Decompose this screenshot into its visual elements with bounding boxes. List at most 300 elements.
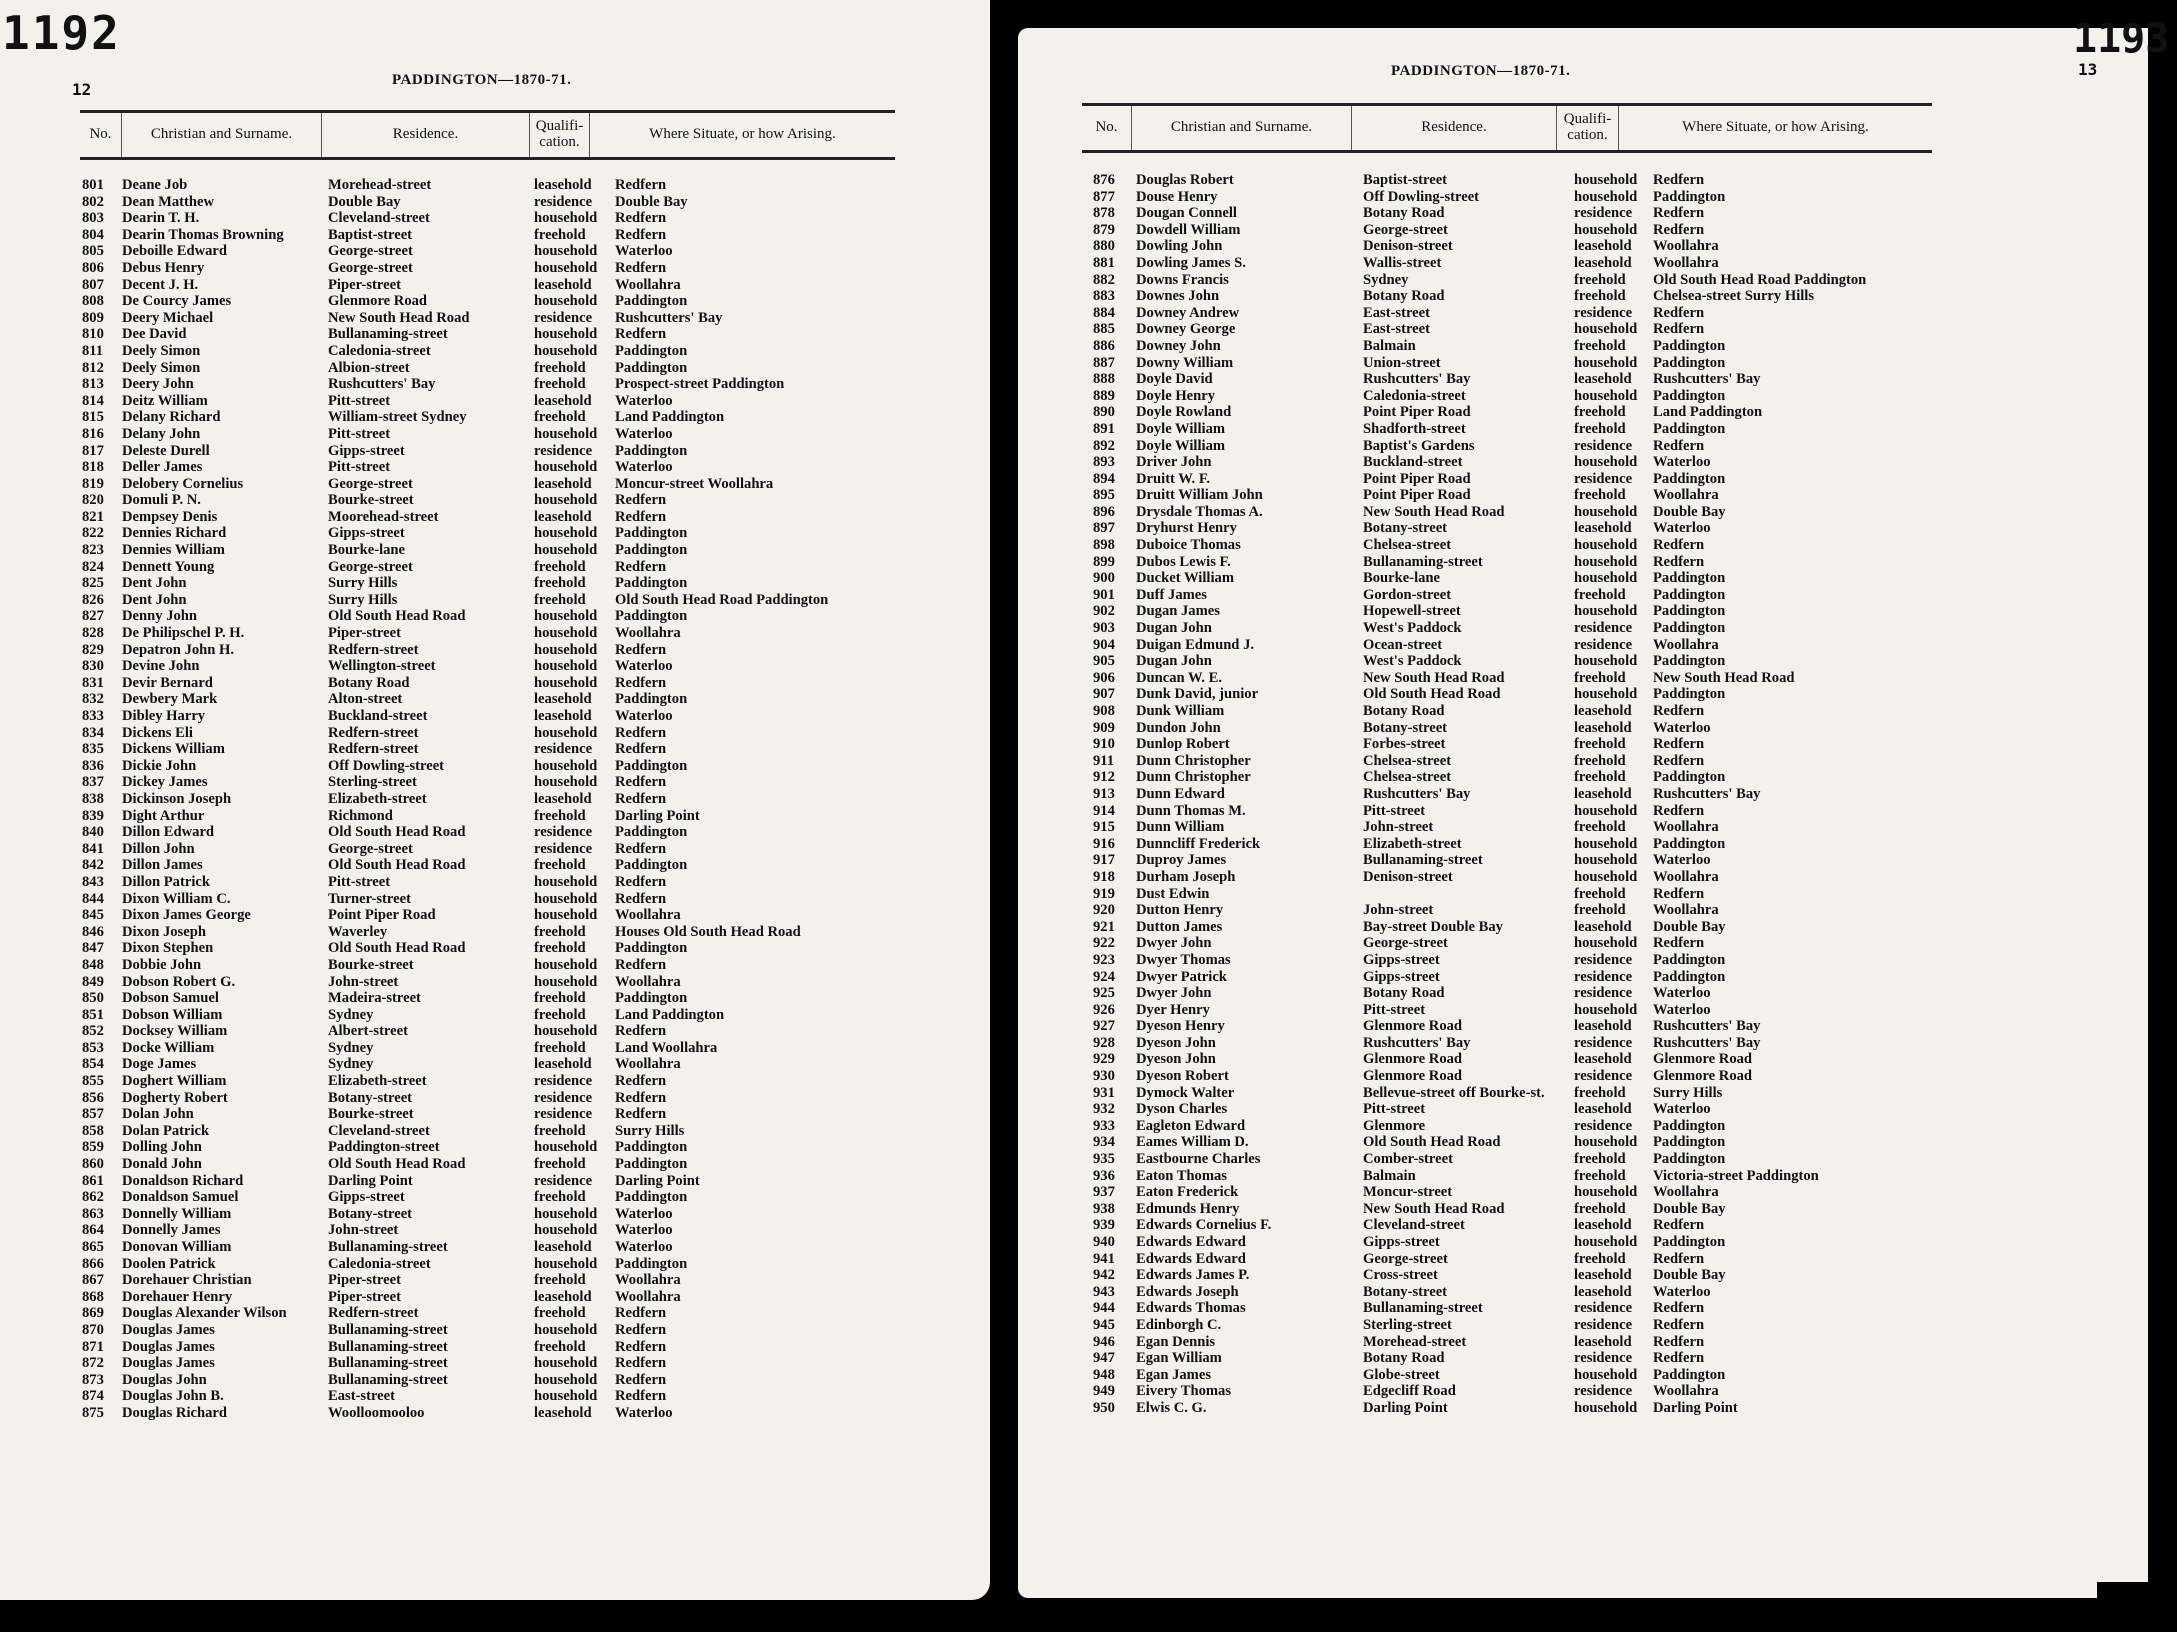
entry-where: Houses Old South Head Road xyxy=(615,923,801,940)
entry-where: Paddington xyxy=(1653,337,1726,354)
entry-qualification: residence xyxy=(534,824,593,841)
entry-residence: Off Dowling-street xyxy=(1363,188,1480,205)
entry-qualification: household xyxy=(534,641,598,658)
entry-name: Dyeson Henry xyxy=(1136,1018,1225,1035)
entry-where: Woollahra xyxy=(1653,254,1719,271)
entry-where: Redfern xyxy=(1653,885,1705,902)
entry-residence: Moncur-street xyxy=(1363,1184,1453,1201)
entry-residence: Pitt-street xyxy=(328,459,391,476)
entry-where: Redfern xyxy=(1653,172,1705,188)
entry-qualification: household xyxy=(1574,802,1638,819)
entry-name: Dixon William C. xyxy=(122,890,231,907)
entry-number: 816 xyxy=(82,425,104,442)
entry-where: Woollahra xyxy=(615,1056,681,1073)
entry-qualification: leasehold xyxy=(534,475,592,492)
entry-name: Donaldson Samuel xyxy=(122,1189,239,1206)
entry-qualification: leasehold xyxy=(1574,1333,1632,1350)
entry-name: Dunn William xyxy=(1136,819,1225,836)
entry-where: Redfern xyxy=(615,1371,667,1388)
entry-residence: Sydney xyxy=(328,1006,374,1023)
entry-number: 841 xyxy=(82,840,104,857)
entry-where: Paddington xyxy=(615,359,688,376)
entry-name: Doyle Henry xyxy=(1136,387,1216,404)
entry-residence: Bellevue-street off Bourke-st. xyxy=(1363,1084,1545,1101)
entry-qualification: freehold xyxy=(534,575,586,592)
entry-number: 867 xyxy=(82,1272,104,1289)
entry-qualification: freehold xyxy=(1574,404,1626,421)
entry-number: 928 xyxy=(1093,1034,1115,1051)
entry-qualification: residence xyxy=(1574,1068,1633,1085)
entry-qualification: household xyxy=(534,425,598,442)
entry-residence: Sydney xyxy=(1363,271,1409,288)
entry-number: 881 xyxy=(1093,254,1115,271)
entry-number: 895 xyxy=(1093,487,1115,504)
entry-number: 839 xyxy=(82,807,104,824)
entry-where: Redfern xyxy=(1653,935,1705,952)
entry-name: Doyle William xyxy=(1136,420,1226,437)
entry-residence: Piper-street xyxy=(328,276,401,293)
entry-qualification: residence xyxy=(534,741,593,758)
entry-residence: Old South Head Road xyxy=(328,857,466,874)
entry-qualification: household xyxy=(534,658,598,675)
entry-residence: Sydney xyxy=(328,1039,374,1056)
entry-name: Druitt W. F. xyxy=(1136,470,1211,487)
entry-name: De Courcy James xyxy=(122,293,232,310)
entry-where: Paddington xyxy=(1653,470,1726,487)
entry-name: Edinborgh C. xyxy=(1136,1316,1222,1333)
entry-name: Edwards James P. xyxy=(1136,1267,1250,1284)
entry-qualification: freehold xyxy=(1574,902,1626,919)
entry-number: 851 xyxy=(82,1006,104,1023)
entry-where: Old South Head Road Paddington xyxy=(1653,271,1867,288)
header-no: No. xyxy=(1082,106,1132,150)
entry-number: 885 xyxy=(1093,321,1115,338)
entry-qualification: household xyxy=(534,492,598,509)
entry-name: Dugan John xyxy=(1136,620,1212,637)
entry-residence: West's Paddock xyxy=(1363,653,1462,670)
entry-number: 856 xyxy=(82,1089,104,1106)
entry-qualification: household xyxy=(1574,1134,1638,1151)
entry-where: Redfern xyxy=(615,790,667,807)
entry-residence: Redfern-street xyxy=(328,641,419,658)
entry-name: Dillon James xyxy=(122,857,203,874)
entry-where: Waterloo xyxy=(1653,985,1711,1002)
entry-where: Paddington xyxy=(1653,354,1726,371)
entry-residence: Caledonia-street xyxy=(328,342,431,359)
entry-number: 850 xyxy=(82,990,104,1007)
entry-name: Duboice Thomas xyxy=(1136,537,1241,554)
entry-number: 848 xyxy=(82,956,104,973)
entry-residence: Bullanaming-street xyxy=(328,1321,448,1338)
entry-qualification: leasehold xyxy=(1574,703,1632,719)
entry-where: Paddington xyxy=(615,857,688,874)
entry-name: Dwyer Patrick xyxy=(1136,968,1227,985)
entry-residence: Piper-street xyxy=(328,1272,401,1289)
entry-name: Delany John xyxy=(122,425,201,442)
entry-where: Waterloo xyxy=(615,1205,673,1222)
entry-where: Paddington xyxy=(615,1255,688,1272)
entry-name: Dixon James George xyxy=(122,907,251,924)
entry-where: Waterloo xyxy=(615,1222,673,1239)
entry-qualification: household xyxy=(1574,221,1638,238)
entry-residence: Bourke-street xyxy=(328,492,414,509)
header-residence: Residence. xyxy=(1352,106,1557,150)
entry-name: Eagleton Edward xyxy=(1136,1117,1246,1134)
entry-where: Waterloo xyxy=(1653,454,1711,471)
entry-name: Dowling James S. xyxy=(1136,254,1246,271)
entry-qualification: household xyxy=(534,674,598,691)
entry-name: Dunncliff Frederick xyxy=(1136,835,1261,852)
entry-name: Dwyer John xyxy=(1136,985,1212,1002)
page-number: 12 xyxy=(72,80,92,99)
entry-residence: Albert-street xyxy=(328,1023,408,1040)
entry-residence: Double Bay xyxy=(328,193,401,210)
entry-residence: Elizabeth-street xyxy=(328,1073,427,1090)
entry-name: Douglas James xyxy=(122,1338,215,1355)
entry-name: Devir Bernard xyxy=(122,674,213,691)
entry-where: Woollahra xyxy=(1653,487,1719,504)
entry-name: Dewbery Mark xyxy=(122,691,218,708)
entry-residence: Redfern-street xyxy=(328,741,419,758)
entry-number: 945 xyxy=(1093,1316,1115,1333)
entry-where: Woollahra xyxy=(1653,1184,1719,1201)
entry-number: 822 xyxy=(82,525,104,542)
entry-number: 946 xyxy=(1093,1333,1115,1350)
entry-residence: Denison-street xyxy=(1363,868,1453,885)
entry-number: 944 xyxy=(1093,1300,1115,1317)
entry-number: 807 xyxy=(82,276,104,293)
entry-residence: Paddington-street xyxy=(328,1139,440,1156)
entry-name: Dearin Thomas Browning xyxy=(122,226,284,243)
entry-qualification: leasehold xyxy=(534,508,592,525)
entry-residence: Redfern-street xyxy=(328,724,419,741)
entry-name: Dobbie John xyxy=(122,956,202,973)
entry-number: 950 xyxy=(1093,1399,1115,1416)
entry-where: Redfern xyxy=(615,177,667,193)
entry-number: 914 xyxy=(1093,802,1115,819)
entry-number: 864 xyxy=(82,1222,104,1239)
entry-name: Edwards Edward xyxy=(1136,1234,1246,1250)
entry-qualification: freehold xyxy=(1574,819,1626,836)
entry-name: Dight Arthur xyxy=(122,807,205,824)
entry-qualification: household xyxy=(534,625,598,642)
entry-name: Dobson Samuel xyxy=(122,990,219,1007)
entry-where: Paddington xyxy=(1653,1234,1726,1250)
entry-qualification: household xyxy=(534,210,598,227)
entry-name: Dunn Thomas M. xyxy=(1136,802,1246,819)
entry-qualification: residence xyxy=(534,1106,593,1123)
entry-name: Edmunds Henry xyxy=(1136,1200,1240,1217)
entry-where: Redfern xyxy=(1653,437,1705,454)
entry-residence: Wallis-street xyxy=(1363,254,1442,271)
entry-name: Docke William xyxy=(122,1039,215,1056)
header-name: Christian and Surname. xyxy=(122,113,322,157)
entry-residence: Bullanaming-street xyxy=(1363,852,1483,869)
entry-qualification: residence xyxy=(1574,985,1633,1002)
entry-residence: Union-street xyxy=(1363,354,1441,371)
entry-name: Dickens William xyxy=(122,741,225,758)
entry-name: Downes John xyxy=(1136,288,1220,305)
entry-qualification: freehold xyxy=(1574,1151,1626,1168)
entry-number: 948 xyxy=(1093,1366,1115,1383)
entry-where: Redfern xyxy=(615,873,667,890)
entry-name: Donaldson Richard xyxy=(122,1172,244,1189)
entry-residence: West's Paddock xyxy=(1363,620,1462,637)
entry-number: 821 xyxy=(82,508,104,525)
entry-residence: Gordon-street xyxy=(1363,586,1452,603)
entry-name: Dempsey Denis xyxy=(122,508,218,525)
entry-name: Egan Dennis xyxy=(1136,1333,1216,1350)
entry-number: 880 xyxy=(1093,238,1115,255)
entry-residence: Botany-street xyxy=(1363,1283,1448,1300)
entry-name: Domuli P. N. xyxy=(122,492,201,509)
entry-where: Prospect-street Paddington xyxy=(615,376,785,393)
entry-name: Edwards Thomas xyxy=(1136,1300,1246,1317)
entry-number: 811 xyxy=(82,342,104,359)
entry-qualification: household xyxy=(534,608,598,625)
entry-where: Paddington xyxy=(1653,1151,1726,1168)
entry-qualification: household xyxy=(1574,354,1638,371)
entry-qualification: household xyxy=(1574,835,1638,852)
entry-where: Woollahra xyxy=(1653,868,1719,885)
running-head: PADDINGTON—1870-71. xyxy=(392,72,572,88)
entry-residence: Shadforth-street xyxy=(1363,420,1466,437)
entry-where: Redfern xyxy=(1653,703,1705,719)
entry-qualification: freehold xyxy=(534,226,586,243)
entry-residence: Bullanaming-street xyxy=(328,326,448,343)
entry-number: 913 xyxy=(1093,785,1115,802)
entry-name: Ducket William xyxy=(1136,570,1234,587)
entry-residence: Madeira-street xyxy=(328,990,421,1007)
entry-where: Redfern xyxy=(615,326,667,343)
entry-name: Egan William xyxy=(1136,1350,1222,1367)
entry-where: Waterloo xyxy=(615,1239,673,1255)
entry-number: 815 xyxy=(82,409,104,426)
entry-name: Delobery Cornelius xyxy=(122,475,244,492)
entry-qualification: household xyxy=(534,1205,598,1222)
entry-number: 804 xyxy=(82,226,104,243)
entry-qualification: household xyxy=(534,890,598,907)
entry-number: 934 xyxy=(1093,1134,1115,1151)
entry-qualification: household xyxy=(534,1355,598,1372)
entry-name: Durham Joseph xyxy=(1136,868,1236,885)
entry-qualification: household xyxy=(1574,935,1638,952)
entry-where: Waterloo xyxy=(615,658,673,675)
entry-qualification: leasehold xyxy=(1574,254,1632,271)
entry-where: Rushcutters' Bay xyxy=(1653,1018,1761,1035)
entry-name: Eastbourne Charles xyxy=(1136,1151,1261,1168)
entry-where: Redfern xyxy=(1653,1250,1705,1267)
entry-name: Dunk David, junior xyxy=(1136,686,1259,703)
left-page xyxy=(0,0,990,1600)
entry-number: 827 xyxy=(82,608,104,625)
entry-residence: Chelsea-street xyxy=(1363,537,1452,554)
entry-qualification: leasehold xyxy=(1574,1267,1632,1284)
entry-qualification: freehold xyxy=(1574,885,1626,902)
entry-name: Druitt William John xyxy=(1136,487,1263,504)
entry-qualification: freehold xyxy=(1574,1167,1626,1184)
entry-where: Woollahra xyxy=(1653,902,1719,919)
entry-number: 894 xyxy=(1093,470,1115,487)
entry-residence: East-street xyxy=(1363,304,1430,321)
entry-residence: Redfern-street xyxy=(328,1305,419,1322)
entry-name: Dyeson John xyxy=(1136,1051,1216,1068)
entry-where: Surry Hills xyxy=(1653,1084,1723,1101)
entry-number: 937 xyxy=(1093,1184,1115,1201)
entry-where: Darling Point xyxy=(615,807,700,824)
entry-residence: Botany-street xyxy=(1363,719,1448,736)
entry-qualification: household xyxy=(534,1321,598,1338)
entry-qualification: leasehold xyxy=(534,790,592,807)
entry-number: 868 xyxy=(82,1288,104,1305)
entry-number: 802 xyxy=(82,193,104,210)
entry-residence: Surry Hills xyxy=(328,575,398,592)
entry-where: Redfern xyxy=(615,1073,667,1090)
entry-residence: Bourke-lane xyxy=(1363,570,1441,587)
entry-residence: Bullanaming-street xyxy=(328,1338,448,1355)
entry-where: New South Head Road xyxy=(1653,669,1795,686)
entry-name: Dunn Christopher xyxy=(1136,769,1251,786)
entry-where: Paddington xyxy=(1653,686,1726,703)
entry-qualification: freehold xyxy=(534,1156,586,1173)
entry-qualification: household xyxy=(1574,321,1638,338)
entry-residence: Morehead-street xyxy=(1363,1333,1467,1350)
entry-where: Woollahra xyxy=(1653,1383,1719,1400)
entry-qualification: leasehold xyxy=(534,1239,592,1255)
entry-residence: Botany-street xyxy=(1363,520,1448,537)
entry-name: Dent John xyxy=(122,591,187,608)
entry-number: 843 xyxy=(82,873,104,890)
entry-name: Dolan Patrick xyxy=(122,1122,210,1139)
entry-residence: George-street xyxy=(328,259,413,276)
entry-residence: Old South Head Road xyxy=(1363,686,1501,703)
entry-number: 860 xyxy=(82,1156,104,1173)
entry-name: Dolan John xyxy=(122,1106,194,1123)
entry-qualification: freehold xyxy=(1574,1084,1626,1101)
entry-number: 830 xyxy=(82,658,104,675)
entry-where: Rushcutters' Bay xyxy=(1653,371,1761,388)
entry-name: Denny John xyxy=(122,608,198,625)
entry-where: Redfern xyxy=(1653,1333,1705,1350)
scan-corner xyxy=(2097,1582,2177,1632)
entry-number: 836 xyxy=(82,757,104,774)
entry-name: Debus Henry xyxy=(122,259,205,276)
entry-number: 873 xyxy=(82,1371,104,1388)
entry-where: Double Bay xyxy=(1653,503,1726,520)
entry-where: Paddington xyxy=(1653,1134,1726,1151)
entry-where: Redfern xyxy=(615,774,667,791)
entry-number: 886 xyxy=(1093,337,1115,354)
entry-name: Dutton James xyxy=(1136,918,1223,935)
entry-qualification: freehold xyxy=(534,857,586,874)
entry-number: 932 xyxy=(1093,1101,1115,1118)
entry-where: Paddington xyxy=(1653,653,1726,670)
entry-where: Redfern xyxy=(615,508,667,525)
entry-residence: John-street xyxy=(1363,819,1434,836)
entry-where: Glenmore Road xyxy=(1653,1068,1753,1085)
entry-number: 866 xyxy=(82,1255,104,1272)
entry-residence: George-street xyxy=(1363,935,1448,952)
entry-residence: Glenmore Road xyxy=(1363,1018,1463,1035)
entry-name: Dunn Edward xyxy=(1136,785,1225,802)
entry-number: 855 xyxy=(82,1073,104,1090)
entry-number: 859 xyxy=(82,1139,104,1156)
entry-where: Paddington xyxy=(615,442,688,459)
running-head: PADDINGTON—1870-71. xyxy=(1391,63,1571,79)
entry-name: Duigan Edmund J. xyxy=(1136,636,1255,653)
entry-number: 834 xyxy=(82,724,104,741)
entry-residence: Cleveland-street xyxy=(328,1122,430,1139)
entry-number: 826 xyxy=(82,591,104,608)
entry-name: Dennies William xyxy=(122,542,225,559)
entry-residence: Old South Head Road xyxy=(328,1156,466,1173)
entry-qualification: freehold xyxy=(534,359,586,376)
entry-qualification: residence xyxy=(1574,968,1633,985)
entry-residence: Botany-street xyxy=(328,1205,413,1222)
entry-qualification: leasehold xyxy=(1574,520,1632,537)
entry-where: Double Bay xyxy=(1653,1200,1726,1217)
entry-where: Redfern xyxy=(615,210,667,227)
entry-qualification: household xyxy=(1574,1234,1638,1250)
entry-qualification: residence xyxy=(1574,620,1633,637)
entry-number: 918 xyxy=(1093,868,1115,885)
entry-name: Donald John xyxy=(122,1156,202,1173)
entry-name: Depatron John H. xyxy=(122,641,235,658)
entry-qualification: household xyxy=(1574,1001,1638,1018)
entry-residence: George-street xyxy=(328,840,413,857)
entry-residence: Denison-street xyxy=(1363,238,1453,255)
entry-number: 884 xyxy=(1093,304,1115,321)
page-number: 13 xyxy=(2078,60,2098,79)
entry-name: Dwyer Thomas xyxy=(1136,951,1231,968)
entry-name: Dyeson John xyxy=(1136,1034,1216,1051)
entry-number: 900 xyxy=(1093,570,1115,587)
entry-number: 924 xyxy=(1093,968,1115,985)
entry-number: 845 xyxy=(82,907,104,924)
entry-where: Redfern xyxy=(615,1089,667,1106)
entry-number: 941 xyxy=(1093,1250,1115,1267)
entry-name: Dutton Henry xyxy=(1136,902,1224,919)
entry-number: 912 xyxy=(1093,769,1115,786)
entry-where: Old South Head Road Paddington xyxy=(615,591,829,608)
entry-name: Delany Richard xyxy=(122,409,221,426)
entry-qualification: residence xyxy=(1574,1350,1633,1367)
entry-residence: Wellington-street xyxy=(328,658,436,675)
entry-name: Dunk William xyxy=(1136,703,1225,719)
entry-qualification: residence xyxy=(1574,951,1633,968)
entry-number: 877 xyxy=(1093,188,1115,205)
entry-where: Redfern xyxy=(615,1106,667,1123)
entry-number: 929 xyxy=(1093,1051,1115,1068)
entry-where: Darling Point xyxy=(615,1172,700,1189)
entry-qualification: freehold xyxy=(1574,420,1626,437)
entry-where: Woollahra xyxy=(1653,819,1719,836)
entry-number: 837 xyxy=(82,774,104,791)
entry-name: Doghert William xyxy=(122,1073,227,1090)
entry-number: 840 xyxy=(82,824,104,841)
entry-name: Dundon John xyxy=(1136,719,1221,736)
entry-where: Waterloo xyxy=(615,1404,673,1421)
entry-where: Darling Point xyxy=(1653,1399,1738,1416)
entry-qualification: residence xyxy=(534,309,593,326)
entry-qualification: residence xyxy=(1574,1316,1633,1333)
entry-number: 927 xyxy=(1093,1018,1115,1035)
entry-residence: Off Dowling-street xyxy=(328,757,445,774)
entry-qualification: residence xyxy=(534,840,593,857)
entry-residence: New South Head Road xyxy=(1363,1200,1505,1217)
entry-where: Waterloo xyxy=(615,392,673,409)
entry-residence: Pitt-street xyxy=(328,392,391,409)
